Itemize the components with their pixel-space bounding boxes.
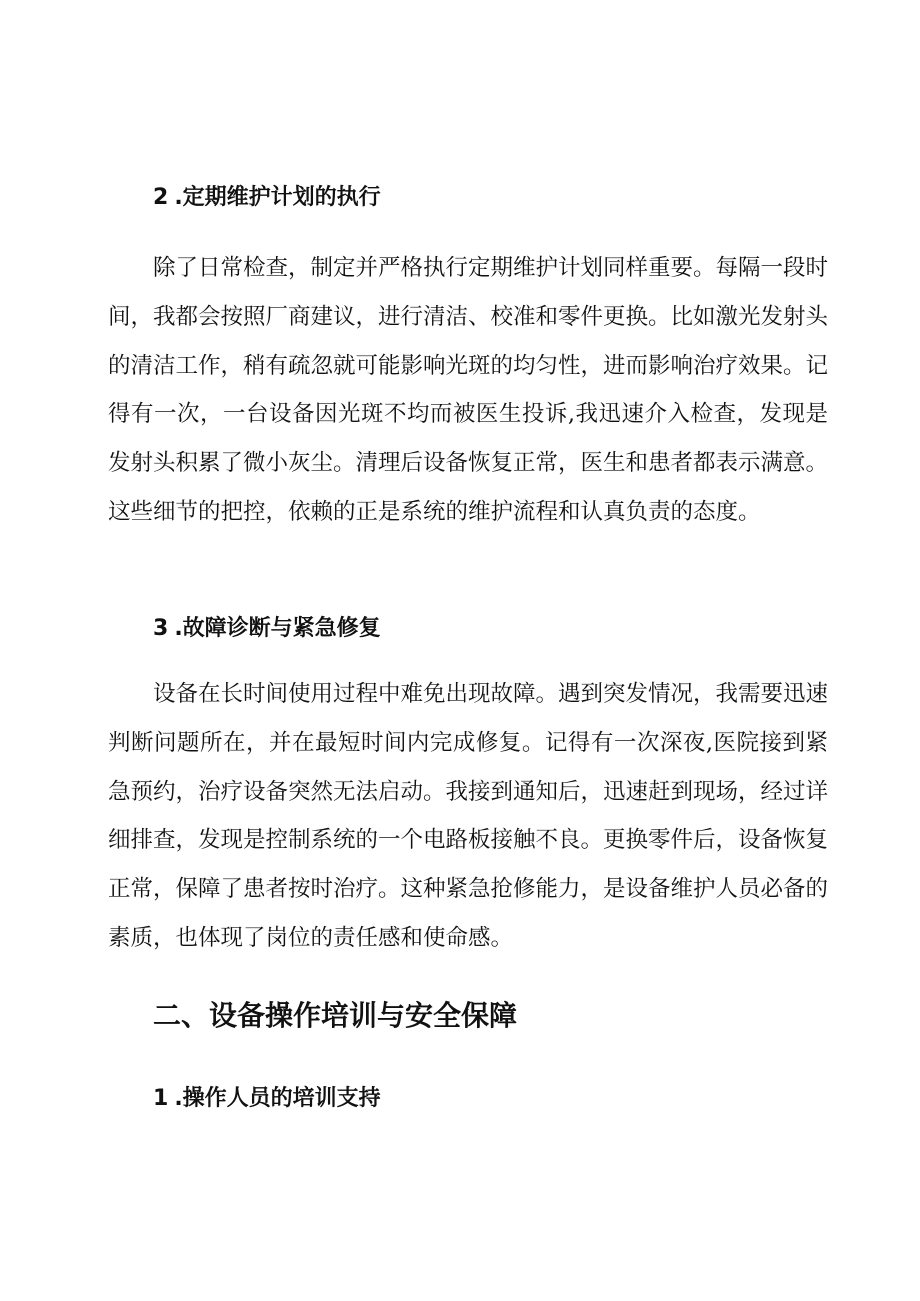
subsection-number: 3 <box>153 616 175 641</box>
subsection-title: .定期维护计划的执行 <box>174 185 381 210</box>
paragraph-maintenance-plan: 除了日常检查，制定并严格执行定期维护计划同样重要。每隔一段时间，我都会按照厂商建议，进行清洁、校准和零件更换。比如激光发射头的清洁工作，稍有疏忽就可能影响光斑的均匀性，进而影响治疗效果。记得有一次，一台设备因光斑不均而被医生投诉,我迅速介入检查，发现是发射头积累了微小灰尘。清理后设备恢复正常，医生和患者都表示满意。这些细节的把控，依赖的正是系统的维护流程和认真负责的态度。 <box>108 255 829 525</box>
subsection-number: 2 <box>153 185 175 210</box>
subsection-title: .故障诊断与紧急修复 <box>174 616 381 641</box>
subsection-title: .操作人员的培训支持 <box>174 1086 381 1111</box>
subsection-heading-2 <box>153 180 381 211</box>
chapter-heading: 二、设备操作培训与安全保障 <box>153 999 518 1032</box>
paragraph-fault-repair: 设备在长时间使用过程中难免出现故障。遇到突发情况，我需要迅速判断问题所在，并在最短时间内完成修复。记得有一次深夜,医院接到紧急预约，治疗设备突然无法启动。我接到通知后，迅速赶到现场，经过详细排查，发现是控制系统的一个电路板接触不良。更换零件后，设备恢复正常，保障了患者按时治疗。这种紧急抢修能力，是设备维护人员必备的素质，也体现了岗位的责任感和使命感。 <box>108 681 829 951</box>
subsection-heading-1 <box>153 1081 381 1112</box>
subsection-number: 1 <box>153 1086 175 1111</box>
subsection-heading-3 <box>153 611 381 642</box>
